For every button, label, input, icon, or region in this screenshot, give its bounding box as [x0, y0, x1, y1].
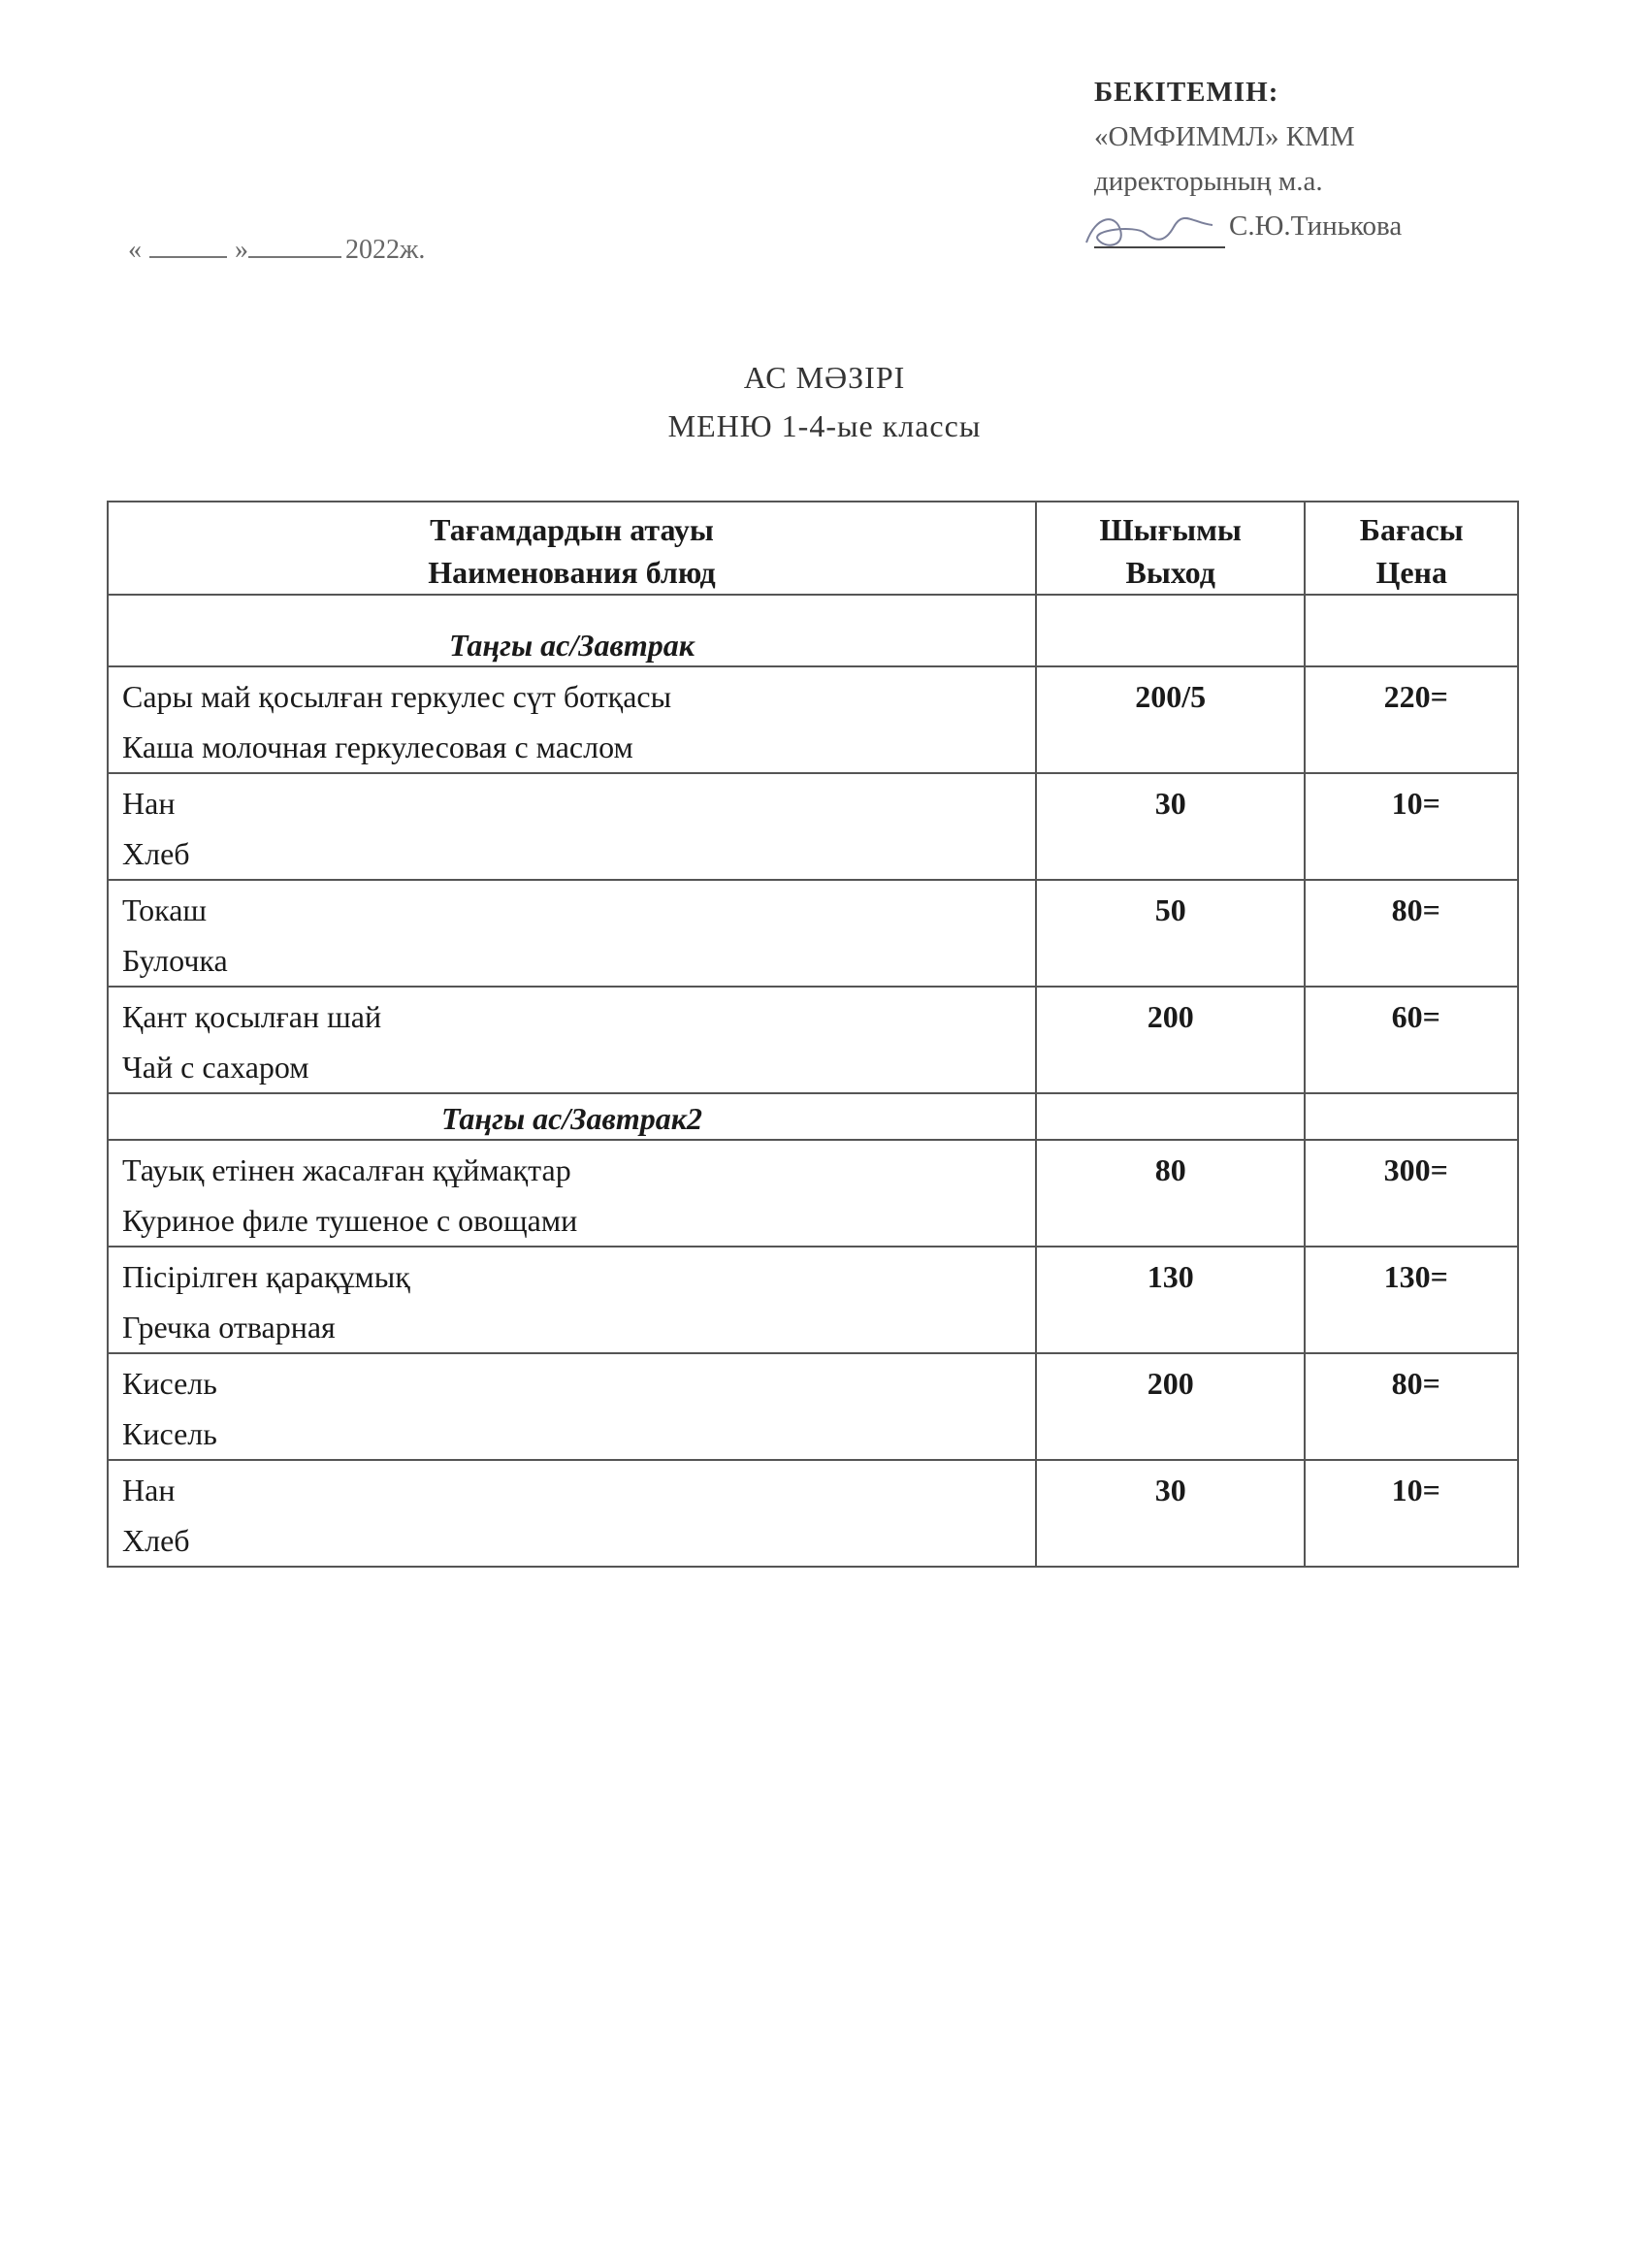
dish-name-kz: Қант қосылған шай: [122, 999, 382, 1034]
table-row: [108, 1247, 1518, 1353]
signature-line: [1094, 204, 1402, 248]
empty-cell: [1305, 1093, 1518, 1140]
page-heading: [0, 353, 1649, 450]
header-dish-name: [108, 502, 1036, 595]
dish-name: [108, 1140, 1036, 1247]
dish-price: 80=: [1305, 880, 1518, 987]
dish-name: [108, 773, 1036, 880]
header-name-ru: Наименования блюд: [428, 555, 716, 590]
dish-name-kz: Нан: [122, 786, 176, 821]
dish-name-ru: Каша молочная геркулесовая с маслом: [122, 729, 633, 764]
table-header-row: [108, 502, 1518, 595]
header-yield-kz: Шығымы: [1099, 512, 1242, 547]
dish-name-kz: Нан: [122, 1473, 176, 1507]
dish-name-kz: Тауық етінен жасалған құймақтар: [122, 1152, 571, 1187]
header-name-kz: Тағамдардын атауы: [430, 512, 714, 547]
table-row: [108, 880, 1518, 987]
date-month-blank: [248, 231, 341, 258]
empty-cell: [1036, 1093, 1305, 1140]
dish-name-ru: Хлеб: [122, 836, 190, 871]
header-price: [1305, 502, 1518, 595]
dish-yield: 80: [1036, 1140, 1305, 1247]
menu-table: [107, 501, 1519, 1568]
section-row-breakfast: [108, 595, 1518, 666]
approval-title: БЕКІТЕМІН:: [1094, 77, 1279, 108]
dish-yield: 200: [1036, 1353, 1305, 1460]
date-line: « » 2022ж.: [128, 231, 425, 266]
dish-name-ru: Кисель: [122, 1416, 217, 1451]
dish-yield: 130: [1036, 1247, 1305, 1353]
dish-name: [108, 1247, 1036, 1353]
dish-yield: 50: [1036, 880, 1305, 987]
table-row: [108, 1140, 1518, 1247]
empty-cell: [1036, 595, 1305, 666]
empty-cell: [1305, 595, 1518, 666]
dish-name-kz: Пісірілген қарақұмық: [122, 1259, 410, 1294]
approval-name: С.Ю.Тинькова: [1229, 211, 1403, 242]
dish-price: 80=: [1305, 1353, 1518, 1460]
dish-yield: 200: [1036, 987, 1305, 1093]
heading-ru: МЕНЮ 1-4-ые классы: [667, 408, 982, 443]
dish-name: [108, 1460, 1036, 1567]
section-title: Таңгы ас/Завтрак2: [108, 1093, 1036, 1140]
header-price-ru: Цена: [1375, 555, 1447, 590]
dish-name: [108, 880, 1036, 987]
approval-position: директорының м.а.: [1094, 166, 1323, 197]
dish-price: 60=: [1305, 987, 1518, 1093]
header-yield: [1036, 502, 1305, 595]
approval-block: [1094, 70, 1402, 248]
table-row: [108, 666, 1518, 773]
date-day-blank: [149, 231, 227, 258]
dish-price: 300=: [1305, 1140, 1518, 1247]
dish-name-ru: Чай с сахаром: [122, 1050, 309, 1085]
table-row: [108, 987, 1518, 1093]
dish-name-kz: Сары май қосылған геркулес сүт ботқасы: [122, 679, 672, 714]
dish-yield: 30: [1036, 1460, 1305, 1567]
header-yield-ru: Выход: [1125, 555, 1215, 590]
approval-org: «ОМФИММЛ» КММ: [1094, 121, 1355, 152]
dish-name: [108, 987, 1036, 1093]
dish-price: 10=: [1305, 1460, 1518, 1567]
dish-name-kz: Токаш: [122, 892, 208, 927]
section-title: Таңгы ас/Завтрак: [108, 595, 1036, 666]
dish-price: 220=: [1305, 666, 1518, 773]
dish-yield: 30: [1036, 773, 1305, 880]
header-price-kz: Бағасы: [1359, 512, 1464, 547]
dish-name-ru: Хлеб: [122, 1523, 190, 1558]
dish-price: 130=: [1305, 1247, 1518, 1353]
signature-blank: [1094, 217, 1225, 248]
heading-kz: АС МӘЗІРІ: [743, 360, 906, 395]
dish-name-ru: Булочка: [122, 943, 228, 978]
table-row: [108, 1353, 1518, 1460]
dish-name: [108, 666, 1036, 773]
dish-name: [108, 1353, 1036, 1460]
dish-name-ru: Куриное филе тушеное с овощами: [122, 1203, 578, 1238]
dish-name-ru: Гречка отварная: [122, 1310, 336, 1345]
dish-price: 10=: [1305, 773, 1518, 880]
table-row: [108, 1460, 1518, 1567]
date-year: 2022ж.: [345, 235, 426, 265]
dish-name-kz: Кисель: [122, 1366, 217, 1401]
signature-icon: [1077, 206, 1222, 254]
dish-yield: 200/5: [1036, 666, 1305, 773]
section-row-breakfast2: [108, 1093, 1518, 1140]
table-row: [108, 773, 1518, 880]
